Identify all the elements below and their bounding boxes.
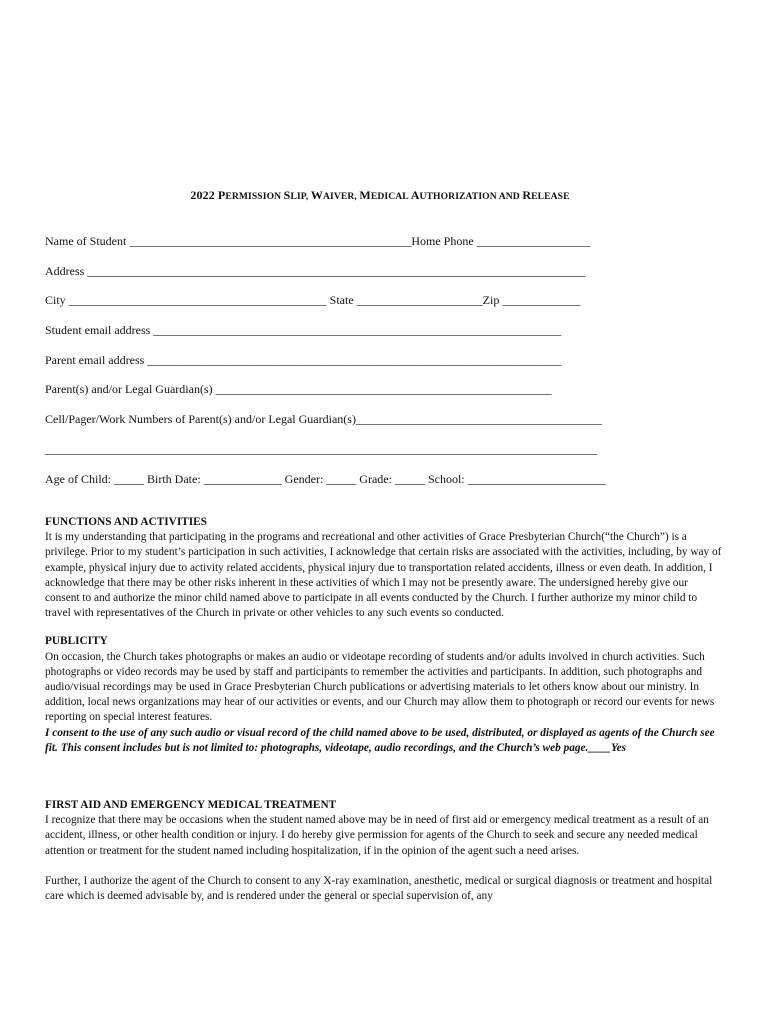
first-aid-heading: FIRST AID AND EMERGENCY MEDICAL TREATMENT [45,799,337,812]
document-title [0,188,760,203]
title-part: ERMISSION [225,191,284,202]
first-aid-text: I recognize that there may be occasions when the student named above may be in need of first aid or emergency medical treatment as a result of an accident, illness, or other health condition or injury. I do hereby give permission for agents of the Church to seek and secure any needed medical attention or treatment for the student named including hospitalization, if in the opinion of the agent such a need arises. [45,814,709,857]
functions-heading: FUNCTIONS AND ACTIVITIES [45,516,207,528]
publicity-heading: PUBLICITY [45,635,108,648]
document-body [45,515,725,904]
title-part: ELEASE [531,191,570,202]
first-aid-section [45,798,725,904]
publicity-consent[interactable]: I consent to the use of any such audio or visual record of the child named above to be used, distributed, or displayed as agents of the Church see fit. This consent includes but is not limited to: photographs, videotape, audio recordings, and the Church’s web page.____Yes [45,726,715,754]
title-part: EDICAL [370,191,411,202]
student-info-form [45,233,645,500]
title-part: A [410,188,420,202]
guardian-phone-row[interactable]: Cell/Pager/Work Numbers of Parent(s) and/or Legal Guardian(s)_________________________________________ [45,412,602,427]
first-aid-text-continued: Further, I authorize the agent of the Church to consent to any X-ray examination, anesthetic, medical or surgical diagnosis or treatment and hospital care which is deemed advisable by, and is rendered under the general or special supervision of, any [45,874,713,903]
title-part: M [359,188,371,202]
blank-line-row[interactable]: ____________________________________________________________________________________________ [45,441,597,456]
address-row[interactable]: Address ___________________________________________________________________________________ [45,263,586,278]
functions-text: It is my understanding that participating in the programs and recreational and other activities of Grace Presbyterian Church(“the Church”) is a privilege. Prior to my student’s participation in such activities, I acknowledge that certain risks are associated with the activities, including, by way of example, physical injury due to activity related accidents, physical injury due to transportation related accidents, illness or even death. In addition, I acknowledge that there may be other risks inherent in these activities of which I may not be presently aware. The undersigned hereby give our consent to and authorize the minor child named above to participate in all events conducted by the Church. I further authorize my minor child to travel with representatives of the Church in private or other vehicles to any such events so conducted. [45,531,722,620]
title-part: AIVER, [322,191,360,202]
guardian-row[interactable]: Parent(s) and/or Legal Guardian(s) ________________________________________________________ [45,382,552,397]
functions-section [45,515,725,621]
title-part: S [283,188,291,202]
title-year: 2022 P [190,188,226,202]
title-part: W [310,188,323,202]
title-part: UTHORIZATION AND [419,191,523,202]
parent-email-row[interactable]: Parent email address _____________________________________________________________________ [45,352,562,367]
title-part: R [522,188,532,202]
student-email-row[interactable]: Student email address ____________________________________________________________________ [45,323,562,338]
publicity-text: On occasion, the Church takes photographs or makes an audio or videotape recording of students and/or adults involved in church activities. Such photographs or video records may be used by staff and participants to remember the activities and participants. In addition, such photographs and audio/visual recordings may be used in Grace Presbyterian Church publications or advertising materials to let others know about our ministry. In addition, local news organizations may hear of our activities or events, and our Church may allow them to photograph or record our events for news reporting on special interest features. [45,650,715,724]
age-birth-gender-grade-school-row[interactable]: Age of Child: _____ Birth Date: _____________ Gender: _____ Grade: _____ School: _______________________ [45,471,606,486]
city-state-zip-row[interactable]: City ___________________________________________ State _____________________Zip _____________ [45,293,581,308]
title-part: LIP, [290,191,311,202]
name-home-phone-row[interactable]: Name of Student _______________________________________________Home Phone ___________________ [45,234,591,248]
publicity-section [45,634,725,756]
